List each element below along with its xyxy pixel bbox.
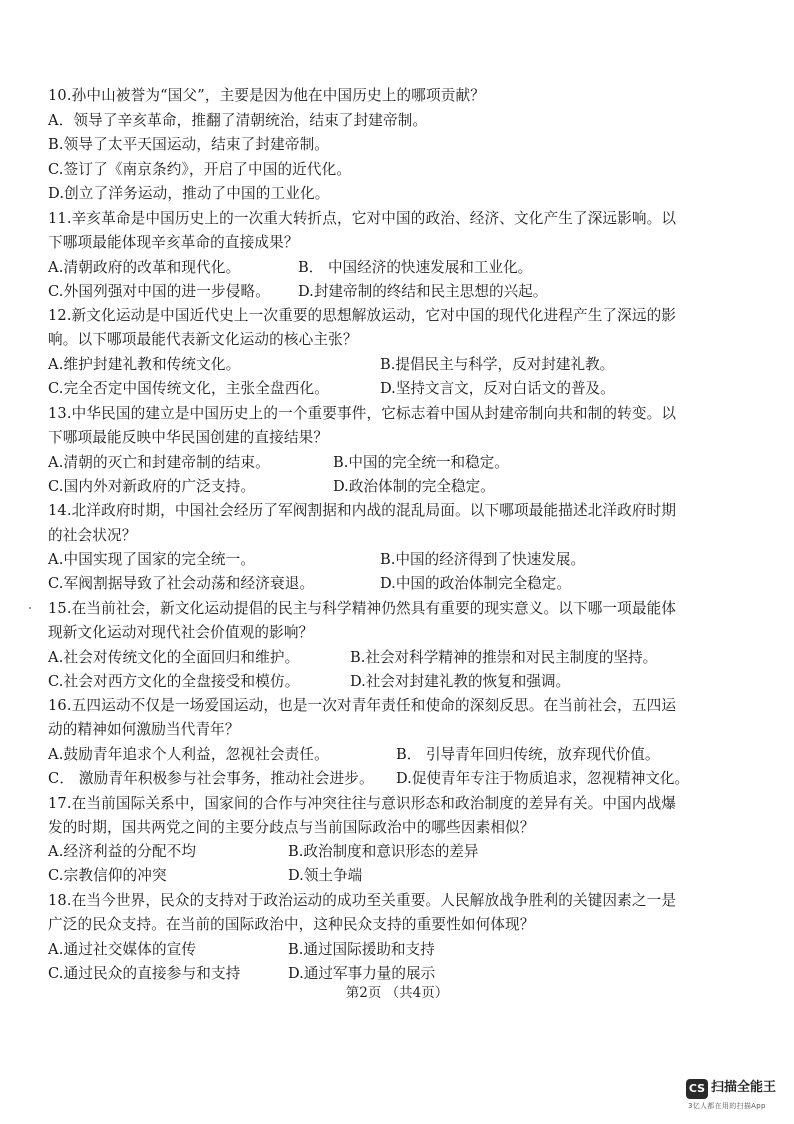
scanner-app-name: 扫描全能王 (711, 1080, 777, 1095)
scanner-logo-icon: CS (686, 1079, 708, 1099)
scan-speck (29, 607, 31, 609)
q16-option-c: C． 激励青年积极参与社会事务，推动社会进步。 (48, 770, 374, 787)
q13-stem-line-2: 下哪项最能反映中华民国创建的直接结果？ (48, 429, 329, 446)
q12-option-c: C.完全否定中国传统文化，主张全盘西化。 (48, 380, 329, 397)
q12-option-a: A.维护封建礼教和传统文化。 (48, 356, 241, 373)
q17-stem-line-2: 发的时期，国共两党之间的主要分歧点与当前国际政治中的哪些因素相似？ (48, 819, 535, 836)
q12-option-d: D.坚持文言文，反对白话文的普及。 (380, 380, 615, 397)
q18-stem-line-1: 18.在当今世界，民众的支持对于政治运动的成功至关重要。人民解放战争胜利的关键因素之一是 (48, 892, 677, 909)
q15-option-a: A.社会对传统文化的全面回归和维护。 (48, 649, 300, 666)
q14-stem-line-1: 14.北洋政府时期，中国社会经历了军阀割据和内战的混乱局面。以下哪项最能描述北洋政府时期 (48, 502, 677, 519)
scanner-tagline: 3亿人都在用的扫描App (688, 1102, 766, 1110)
q17-option-c: C.宗教信仰的冲突 (48, 867, 167, 884)
q16-option-d: D.促使青年专注于物质追求，忽视精神文化。 (396, 770, 690, 787)
q16-stem-line-1: 16.五四运动不仅是一场爱国运动，也是一次对青年责任和使命的深刻反思。在当前社会，五四运 (48, 697, 677, 714)
q15-stem-line-2: 现新文化运动对现代社会价值观的影响？ (48, 624, 314, 641)
q17-stem-line-1: 17.在当前国际关系中，国家间的合作与冲突往往与意识形态和政治制度的差异有关。中国内战爆 (48, 795, 677, 812)
q14-option-d: D.中国的政治体制完全稳定。 (380, 575, 571, 592)
q10-option-d: D.创立了洋务运动，推动了中国的工业化。 (48, 185, 330, 202)
q10-stem-line-1: 10.孙中山被誉为“国父”，主要是因为他在中国历史上的哪项贡献？ (48, 87, 485, 104)
q15-stem-line-1: 15.在当前社会，新文化运动提倡的民主与科学精神仍然具有重要的现实意义。以下哪一项最能体 (48, 600, 677, 617)
q11-option-a: A.清朝政府的改革和现代化。 (48, 259, 241, 276)
q16-stem-line-2: 动的精神如何激励当代青年？ (48, 721, 240, 738)
q10-option-c: C.签订了《南京条约》，开启了中国的近代化。 (48, 161, 352, 178)
q17-option-a: A.经济利益的分配不均 (48, 843, 197, 860)
q11-stem-line-2: 下哪项最能体现辛亥革命的直接成果？ (48, 234, 299, 251)
q15-option-c: C.社会对西方文化的全盘接受和模仿。 (48, 673, 300, 690)
q13-option-b: B.中国的完全统一和稳定。 (333, 454, 509, 471)
q16-option-a: A.鼓励青年追求个人利益，忽视社会责任。 (48, 746, 329, 763)
q18-option-c: C.通过民众的直接参与和支持 (48, 965, 241, 982)
q14-stem-line-2: 的社会状况？ (48, 527, 137, 544)
q14-option-b: B.中国的经济得到了快速发展。 (380, 551, 586, 568)
q18-stem-line-2: 广泛的民众支持。在当前的国际政治中，这种民众支持的重要性如何体现？ (48, 916, 535, 933)
q14-option-c: C.军阀割据导致了社会动荡和经济衰退。 (48, 575, 315, 592)
q18-option-a: A.通过社交媒体的宣传 (48, 941, 197, 958)
q12-stem-line-2: 响。以下哪项最能代表新文化运动的核心主张？ (48, 331, 358, 348)
q15-option-d: D.社会对封建礼教的恢复和强调。 (350, 673, 571, 690)
page-footer: 第2页 （共4页） (345, 985, 449, 1001)
q12-stem-line-1: 12.新文化运动是中国近代史上一次重要的思想解放运动，它对中国的现代化进程产生了深远的影 (48, 307, 677, 324)
q18-option-b: B.通过国际援助和支持 (288, 941, 435, 958)
q13-option-d: D.政治体制的完全稳定。 (333, 478, 495, 495)
q13-stem-line-1: 13.中华民国的建立是中国历史上的一个重要事件，它标志着中国从封建帝制向共和制的转变。以 (48, 405, 677, 422)
q15-option-b: B.社会对科学精神的推崇和对民主制度的坚持。 (350, 649, 658, 666)
q11-stem-line-1: 11.辛亥革命是中国历史上的一次重大转折点，它对中国的政治、经济、文化产生了深远影响。以 (48, 210, 677, 227)
q12-option-b: B.提倡民主与科学，反对封建礼教。 (380, 356, 615, 373)
q11-option-c: C.外国列强对中国的进一步侵略。 (48, 283, 270, 300)
q16-option-b: B． 引导青年回归传统，放弃现代价值。 (396, 746, 660, 763)
q10-option-b: B.领导了太平天国运动，结束了封建帝制。 (48, 136, 330, 153)
q11-option-d: D.封建帝制的终结和民主思想的兴起。 (298, 283, 548, 300)
q13-option-a: A.清朝的灭亡和封建帝制的结束。 (48, 454, 270, 471)
q11-option-b: B． 中国经济的快速发展和工业化。 (298, 259, 533, 276)
q18-option-d: D.通过军事力量的展示 (288, 965, 436, 982)
q17-option-d: D.领土争端 (288, 867, 363, 884)
q10-option-a: A．领导了辛亥革命，推翻了清朝统治，结束了封建帝制。 (48, 112, 428, 129)
q13-option-c: C.国内外对新政府的广泛支持。 (48, 478, 256, 495)
q14-option-a: A.中国实现了国家的完全统一。 (48, 551, 256, 568)
q17-option-b: B.政治制度和意识形态的差异 (288, 843, 479, 860)
